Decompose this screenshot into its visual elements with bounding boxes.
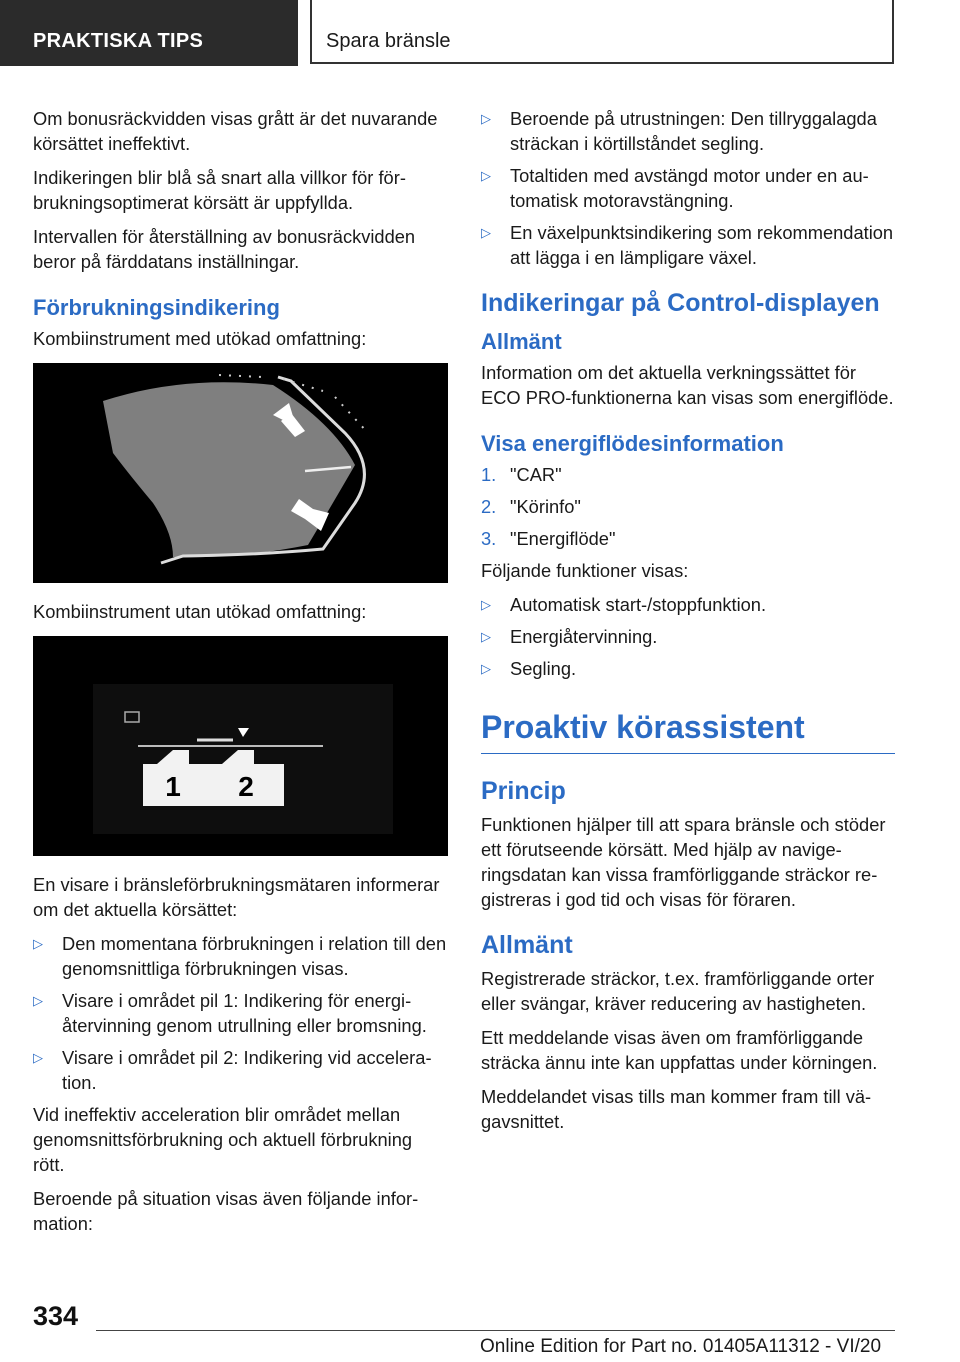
list-item-text: Den momentana förbrukningen i relation till den genomsnittliga förbrukningen visas. — [62, 933, 447, 979]
extended-cluster-image — [33, 363, 448, 583]
figure-caption: Kombiinstrument utan utökad omfattning: — [33, 601, 367, 622]
chapter-tab — [310, 0, 894, 64]
section-tab — [0, 0, 298, 66]
step-number: 1. — [481, 464, 497, 485]
list-item — [481, 163, 895, 213]
paragraph: Registrerade sträckor, t.ex. framförliggande orter eller svängar, kräver reducering av hastigheten. — [481, 968, 875, 1014]
list-item — [481, 592, 895, 617]
triangle-bullet-icon: ▷ — [33, 993, 43, 1008]
list-item-text: Energiåtervinning. — [510, 626, 658, 647]
step-number: 2. — [481, 496, 497, 517]
subsection-heading: Allmänt — [481, 329, 562, 354]
triangle-bullet-icon: ▷ — [481, 629, 491, 644]
paragraph: Ett meddelande visas även om framförliggande sträcka ännu inte kan uppfattas under körningen. — [481, 1027, 878, 1073]
paragraph: Beroende på situation visas även följande information: — [33, 1188, 419, 1234]
list-item-text: Visare i området pil 1: Indikering för energiåtervinning genom utrullning eller bromsning. — [62, 990, 427, 1036]
list-item-text: Visare i området pil 2: Indikering vid acceleration. — [62, 1047, 432, 1093]
step-item — [481, 526, 895, 551]
triangle-bullet-icon: ▷ — [481, 597, 491, 612]
chapter-heading: Proaktiv körassistent — [481, 707, 895, 754]
paragraph: Indikeringen blir blå så snart alla villkor för förbrukningsoptimerat körsätt är uppfyllda. — [33, 167, 406, 213]
triangle-bullet-icon: ▷ — [481, 225, 491, 240]
list-item — [33, 931, 448, 981]
triangle-bullet-icon: ▷ — [33, 936, 43, 951]
paragraph: En visare i bränsleförbrukningsmätaren informerar om det aktuella körsättet: — [33, 874, 440, 920]
step-text: "Körinfo" — [510, 496, 581, 517]
page-number: 334 — [33, 1301, 79, 1331]
edition-note: Online Edition for Part no. 01405A11312 - VI/20 — [480, 1336, 882, 1357]
list-item-text: En växelpunktsindikering som rekommendation att lägga i en lämpligare växel. — [510, 222, 894, 268]
list-item-text: Segling. — [510, 658, 577, 679]
step-item — [481, 494, 895, 519]
list-item-text: Totaltiden med avstängd motor under en automatisk motoravstängning. — [510, 165, 869, 211]
triangle-bullet-icon: ▷ — [33, 1050, 43, 1065]
section-heading: Förbrukningsindikering — [33, 295, 280, 320]
arrow-label: 1 — [165, 771, 181, 802]
list-item — [481, 656, 895, 681]
section-heading: Indikeringar på Control-displayen — [481, 289, 880, 317]
arrow-label: 2 — [238, 771, 254, 802]
step-number: 3. — [481, 528, 497, 549]
right-column — [481, 106, 895, 1143]
footer-divider — [96, 1330, 895, 1331]
step-item — [481, 462, 895, 487]
section-title: PRAKTISKA TIPS — [33, 30, 204, 52]
triangle-bullet-icon: ▷ — [481, 661, 491, 676]
paragraph: Funktionen hjälper till att spara bränsle och stöder ett förutseende körsätt. Med hjälp av navigeringsdatan kan vissa framförliggande sträckor registreras i god tid och visas för föraren. — [481, 814, 886, 910]
figure-caption: Kombiinstrument med utökad omfattning: — [33, 328, 367, 349]
list-item — [481, 106, 895, 156]
list-item-text: Beroende på utrustningen: Den tillryggalagda sträckan i körtillståndet segling. — [510, 108, 877, 154]
paragraph: Vid ineffektiv acceleration blir området mellan genomsnittsförbrukning och aktuell förbrukning rött. — [33, 1104, 413, 1175]
paragraph: Meddelandet visas tills man kommer fram till vägavsnittet. — [481, 1086, 872, 1132]
section-heading: Allmänt — [481, 931, 573, 959]
paragraph: Information om det aktuella verkningssättet för ECO PRO-funktionerna kan visas som energiflöde. — [481, 362, 894, 408]
list-item — [33, 1045, 448, 1095]
triangle-bullet-icon: ▷ — [481, 168, 491, 183]
left-column — [33, 106, 448, 1245]
list-item — [481, 624, 895, 649]
chapter-title: Spara bränsle — [326, 30, 451, 52]
paragraph: Intervallen för återställning av bonusräckvidden beror på färddatans inställningar. — [33, 226, 416, 272]
list-item-text: Automatisk start-/stoppfunktion. — [510, 594, 767, 615]
paragraph: Följande funktioner visas: — [481, 560, 689, 581]
paragraph: Om bonusräckvidden visas grått är det nuvarande körsättet ineffektivt. — [33, 108, 438, 154]
standard-cluster-image — [33, 636, 448, 856]
list-item — [481, 220, 895, 270]
step-text: "CAR" — [510, 464, 562, 485]
section-heading: Princip — [481, 777, 566, 805]
step-text: "Energiflöde" — [510, 528, 616, 549]
list-item — [33, 988, 448, 1038]
subsection-heading: Visa energiflödesinformation — [481, 431, 784, 456]
triangle-bullet-icon: ▷ — [481, 111, 491, 126]
